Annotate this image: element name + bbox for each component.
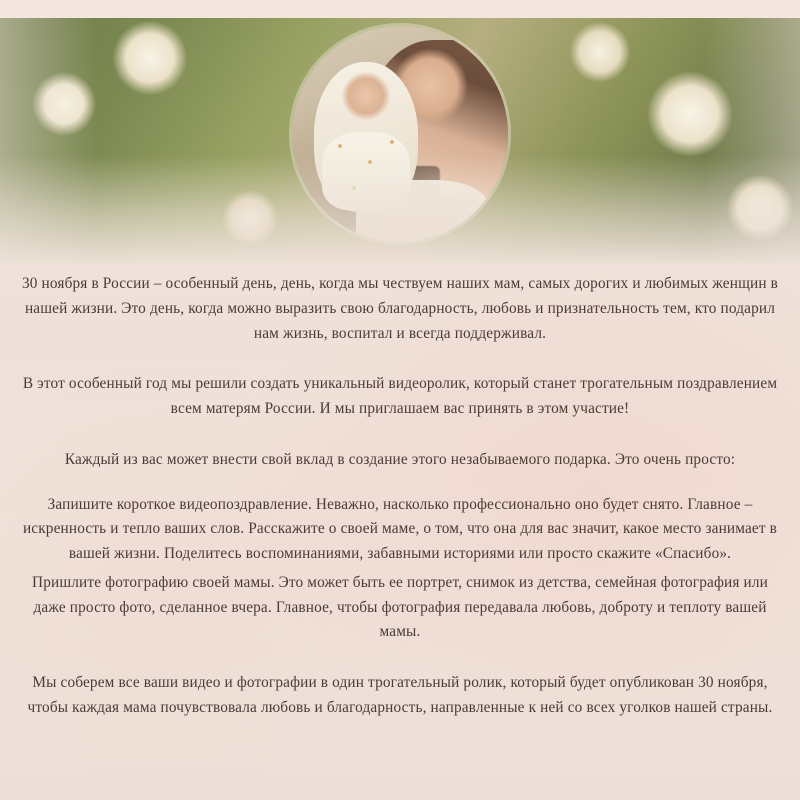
hero-fade-overlay xyxy=(0,18,800,268)
hero-photo xyxy=(0,18,800,268)
paragraph-how-to-intro: Каждый из вас может внести свой вклад в создание этого незабываемого подарка. Это очень просто: xyxy=(64,450,736,468)
paragraph-project: В этот особенный год мы решили создать уникальный видеоролик, который станет трогательным поздравлением всем матерям России. И мы приглашаем вас принять в этом участие! xyxy=(22,375,778,418)
paragraph-step-video: Запишите короткое видеопоздравление. Неважно, насколько профессионально оно будет снято. Главное – искренность и тепло ваших слов. Расскажите о своей маме, о том, что она для вас значит, какое место занимает в вашей жизни. Поделитесь воспоминаниями, забавными историями или просто скажите «Спасибо». xyxy=(22,495,778,563)
paragraph-outcome: Мы соберем все ваши видео и фотографии в один трогательный ролик, который будет опубликован 30 ноября, чтобы каждая мама почувствовала любовь и благодарность, направленные к ней со всех уголков нашей страны. xyxy=(27,674,773,716)
paragraph-step-photo: Пришлите фотографию своей мамы. Это может быть ее портрет, снимок из детства, семейная фотография или даже просто фото, сделанное вчера. Главное, чтобы фотография передавала любовь, доброту и теплоту вашей мамы. xyxy=(32,573,768,641)
poster-text-body xyxy=(0,272,800,721)
paragraph-intro: 30 ноября в России – особенный день, день, когда мы чествуем наших мам, самых дорогих и любимых женщин в нашей жизни. Это день, когда можно выразить свою благодарность, любовь и признательность тем, кто подарил нам жизнь, воспитал и всегда поддерживал. xyxy=(21,275,779,342)
